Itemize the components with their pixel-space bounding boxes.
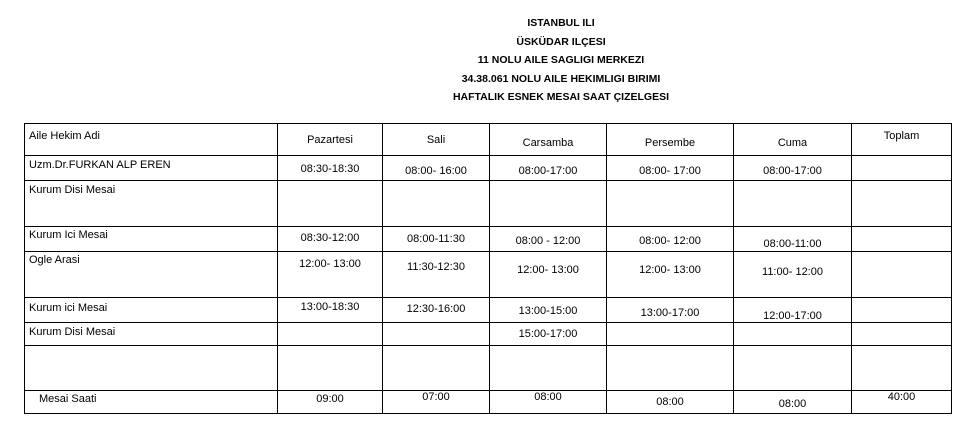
table-cell <box>852 298 952 323</box>
table-cell: 12:30-16:00 <box>383 298 490 323</box>
table-row <box>25 156 952 181</box>
table-cell <box>852 227 952 252</box>
table-cell: 08:00 <box>490 391 607 414</box>
row-label <box>25 346 278 391</box>
table-cell: 08:00-11:30 <box>383 227 490 252</box>
table-cell: 13:00-17:00 <box>607 298 734 323</box>
row-label: Kurum ici Mesai <box>25 298 278 323</box>
table-cell <box>852 346 952 391</box>
table-cell <box>734 323 852 346</box>
table-cell <box>852 323 952 346</box>
header-unit: 34.38.061 NOLU AILE HEKIMLIGI BIRIMI <box>461 72 661 85</box>
table-cell: 15:00-17:00 <box>490 323 607 346</box>
table-cell <box>607 346 734 391</box>
column-header: Persembe <box>607 124 734 156</box>
row-label: Ogle Arasi <box>25 252 278 298</box>
table-cell: 08:00-17:00 <box>734 156 852 181</box>
column-header: Carsamba <box>490 124 607 156</box>
header-health-center: 11 NOLU AILE SAGLIGI MERKEZI <box>477 54 645 66</box>
table-cell: 08:00-17:00 <box>490 156 607 181</box>
column-header: Sali <box>383 124 490 156</box>
table-cell: 09:00 <box>278 391 383 414</box>
table-cell <box>852 156 952 181</box>
header-title: HAFTALIK ESNEK MESAI SAAT ÇIZELGESI <box>452 91 670 103</box>
table-cell <box>607 181 734 227</box>
table-row <box>25 227 952 252</box>
header-province: ISTANBUL ILI <box>527 17 595 29</box>
table-cell: 40:00 <box>852 391 952 414</box>
table-cell: 12:00- 13:00 <box>490 252 607 298</box>
table-cell <box>607 323 734 346</box>
column-header: Aile Hekim Adi <box>25 124 278 156</box>
row-label: Uzm.Dr.FURKAN ALP EREN <box>25 156 278 181</box>
column-header: Pazartesi <box>278 124 383 156</box>
table-cell: 08:30-18:30 <box>278 156 383 181</box>
table-cell <box>278 181 383 227</box>
table-cell <box>383 346 490 391</box>
table-cell <box>734 181 852 227</box>
table-row <box>25 298 952 323</box>
table-cell: 11:00- 12:00 <box>734 252 852 298</box>
table-cell: 08:00 <box>734 391 852 414</box>
table-cell <box>278 323 383 346</box>
table-cell: 12:00- 13:00 <box>278 252 383 298</box>
table-cell: 08:30-12:00 <box>278 227 383 252</box>
schedule-table <box>24 123 952 414</box>
document-header <box>0 14 967 107</box>
table-cell <box>490 346 607 391</box>
table-total-row <box>25 391 952 414</box>
table-row <box>25 346 952 391</box>
table-cell <box>852 181 952 227</box>
table-row <box>25 323 952 346</box>
table-cell: 13:00-15:00 <box>490 298 607 323</box>
row-label: Mesai Saati <box>25 391 278 414</box>
table-cell <box>852 252 952 298</box>
column-header: Toplam <box>852 124 952 156</box>
table-cell: 08:00 - 12:00 <box>490 227 607 252</box>
table-cell <box>490 181 607 227</box>
table-cell: 08:00- 16:00 <box>383 156 490 181</box>
table-cell: 11:30-12:30 <box>383 252 490 298</box>
table-row <box>25 252 952 298</box>
table-header-row <box>25 124 952 156</box>
row-label: Kurum Disi Mesai <box>25 181 278 227</box>
header-district: ÜSKÜDAR ILÇESI <box>516 35 606 48</box>
table-row <box>25 181 952 227</box>
row-label: Kurum Disi Mesai <box>25 323 278 346</box>
row-label: Kurum Ici Mesai <box>25 227 278 252</box>
table-cell: 12:00-17:00 <box>734 298 852 323</box>
table-cell <box>383 323 490 346</box>
table-cell: 08:00-11:00 <box>734 227 852 252</box>
table-cell: 13:00-18:30 <box>278 298 383 323</box>
table-cell: 08:00- 12:00 <box>607 227 734 252</box>
table-cell <box>383 181 490 227</box>
column-header: Cuma <box>734 124 852 156</box>
table-cell: 08:00 <box>607 391 734 414</box>
table-cell: 08:00- 17:00 <box>607 156 734 181</box>
table-cell: 07:00 <box>383 391 490 414</box>
table-cell <box>278 346 383 391</box>
table-cell: 12:00- 13:00 <box>607 252 734 298</box>
table-cell <box>734 346 852 391</box>
